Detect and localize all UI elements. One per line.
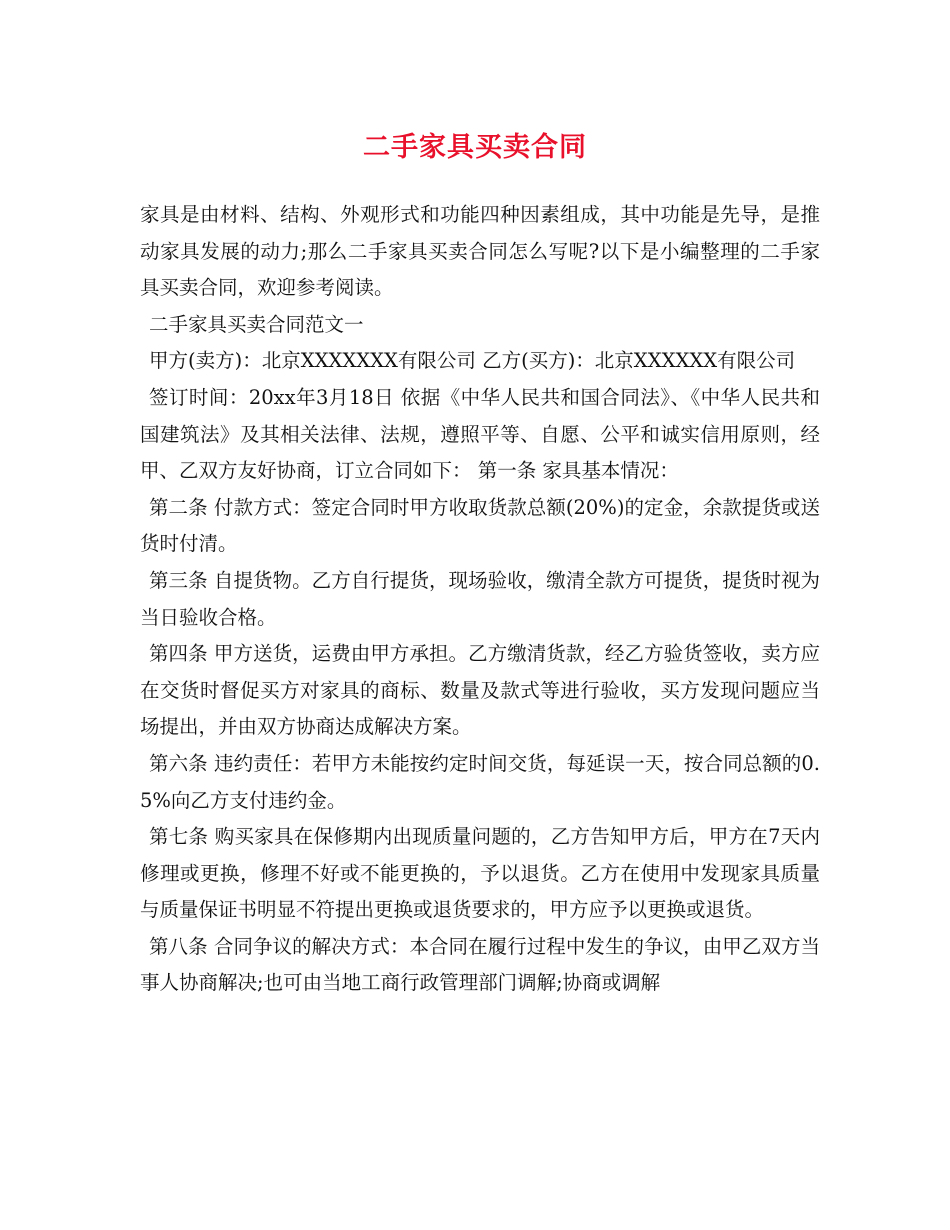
sample-heading: 二手家具买卖合同范文一 <box>149 312 364 336</box>
document-body <box>140 197 820 1002</box>
parties-paragraph: 甲方(卖方)：北京XXXXXXX有限公司 乙方(买方)：北京XXXXXX有限公司 <box>149 349 796 373</box>
article-7-paragraph: 第七条 购买家具在保修期内出现质量问题的，乙方告知甲方后，甲方在7天内修理或更换，修理不好或不能更换的，予以退货。乙方在使用中发现家具质量与质量保证书明显不符提出更换或退货要求的，甲方应予以更换或退货。 <box>140 825 820 922</box>
signing-paragraph: 签订时间：20xx年3月18日 依据《中华人民共和国合同法》、《中华人民共和国建筑法》及其相关法律、法规，遵照平等、自愿、公平和诚实信用原则，经甲、乙双方友好协商，订立合同如下： 第一条 家具基本情况： <box>140 385 820 483</box>
article-3-paragraph: 第三条 自提货物。乙方自行提货，现场验收，缴清全款方可提货，提货时视为当日验收合格。 <box>140 568 820 629</box>
article-6-paragraph: 第六条 违约责任：若甲方未能按约定时间交货，每延误一天，按合同总额的0.5%向乙方支付违约金。 <box>140 751 820 812</box>
article-4-paragraph: 第四条 甲方送货，运费由甲方承担。乙方缴清货款，经乙方验货签收，卖方应在交货时督促买方对家具的商标、数量及款式等进行验收，买方发现问题应当场提出，并由双方协商达成解决方案。 <box>140 642 820 739</box>
document-title: 二手家具买卖合同 <box>363 132 587 163</box>
article-8-paragraph: 第八条 合同争议的解决方式：本合同在履行过程中发生的争议，由甲乙双方当事人协商解决;也可由当地工商行政管理部门调解;协商或调解 <box>140 934 820 995</box>
intro-paragraph: 家具是由材料、结构、外观形式和功能四种因素组成，其中功能是先导，是推动家具发展的动力;那么二手家具买卖合同怎么写呢?以下是小编整理的二手家具买卖合同，欢迎参考阅读。 <box>140 203 820 300</box>
article-2-paragraph: 第二条 付款方式：签定合同时甲方收取货款总额(20%)的定金，余款提货或送货时付清。 <box>140 495 820 556</box>
